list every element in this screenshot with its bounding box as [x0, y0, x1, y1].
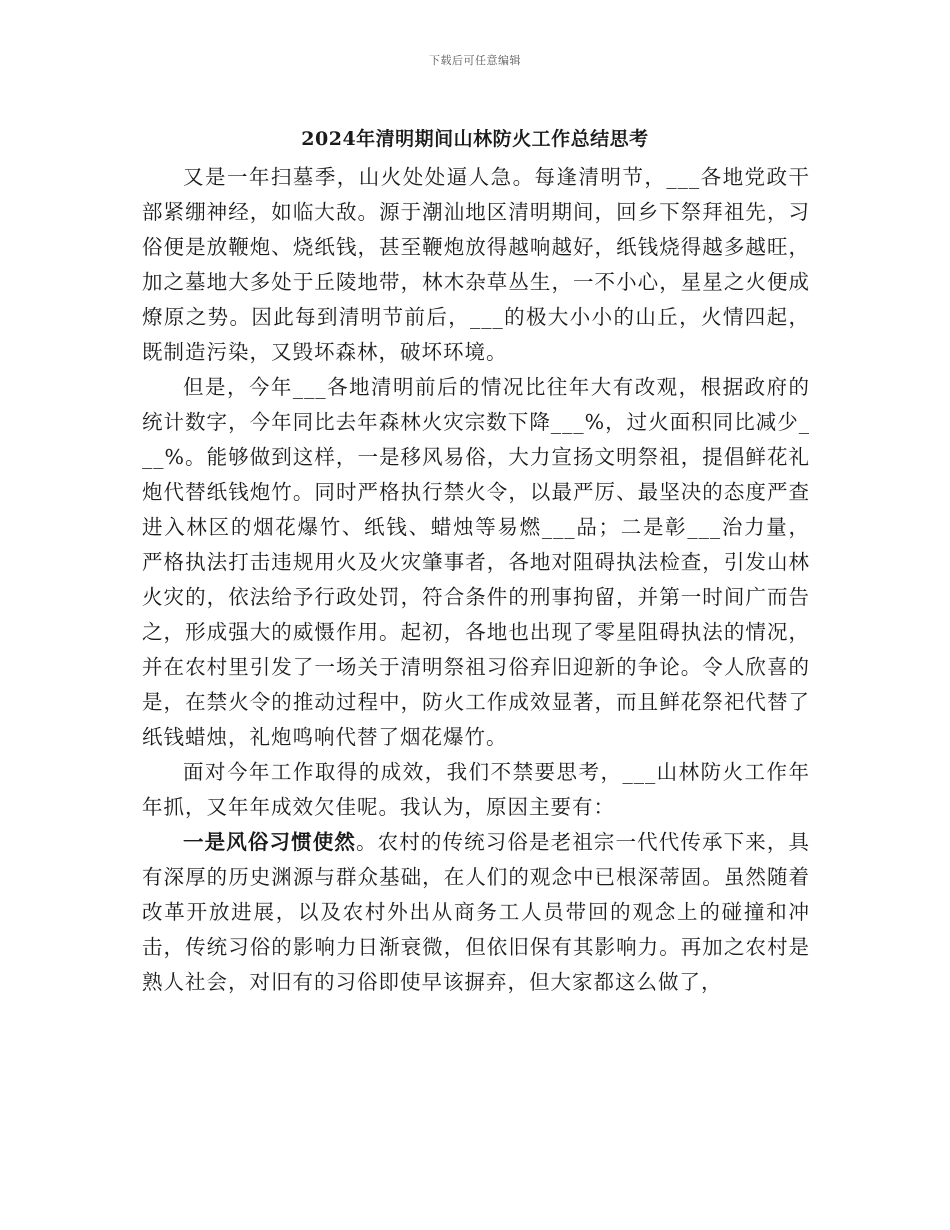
paragraph-text: 面对今年工作取得的成效，我们不禁要思考，___山林防火工作年年抓，又年年成效欠佳呢。我认为，原因主要有： [142, 760, 810, 819]
paragraph-4 [142, 825, 810, 1000]
paragraph-1 [142, 160, 810, 370]
paragraph-lead-bold: 一是风俗习惯使然 [183, 830, 356, 854]
document-title: 2024年清明期间山林防火工作总结思考 [301, 128, 649, 150]
paragraph-text: 但是，今年___各地清明前后的情况比往年大有改观，根据政府的统计数字，今年同比去年森林火灾宗数下降___%，过火面积同比减少___%。能够做到这样，一是移风易俗，大力宣扬文明祭祖，提倡鲜花礼炮代替纸钱炮竹。同时严格执行禁火令，以最严厉、最坚决的态度严查进入林区的烟花爆竹、纸钱、蜡烛等易燃___品；二是彰___治力量，严格执法打击违规用火及火灾肇事者，各地对阻碍执法检查，引发山林火灾的，依法给予行政处罚，符合条件的刑事拘留，并第一时间广而告之，形成强大的威慑作用。起初，各地也出现了零星阻碍执法的情况，并在农村里引发了一场关于清明祭祖习俗弃旧迎新的争论。令人欣喜的是，在禁火令的推动过程中，防火工作成效显著，而且鲜花祭祀代替了纸钱蜡烛，礼炮鸣响代替了烟花爆竹。 [142, 375, 810, 749]
paragraph-text: 又是一年扫墓季，山火处处逼人急。每逢清明节，___各地党政干部紧绷神经，如临大敌。源于潮汕地区清明期间，回乡下祭拜祖先，习俗便是放鞭炮、烧纸钱，甚至鞭炮放得越响越好，纸钱烧得越多越旺，加之墓地大多处于丘陵地带，林木杂草丛生，一不小心，星星之火便成燎原之势。因此每到清明节前后，___的极大小小的山丘，火情四起，既制造污染，又毁坏森林，破坏环境。 [142, 165, 810, 364]
paragraph-3 [142, 755, 810, 825]
page-header-note: 下载后可任意编辑 [429, 54, 521, 67]
paragraph-2 [142, 370, 810, 755]
paragraph-text: 。农村的传统习俗是老祖宗一代代传承下来，具有深厚的历史渊源与群众基础，在人们的观念中已根深蒂固。虽然随着改革开放进展，以及农村外出从商务工人员带回的观念上的碰撞和冲击，传统习俗的影响力日渐衰微，但依旧保有其影响力。再加之农村是熟人社会，对旧有的习俗即使早该摒弃，但大家都这么做了， [142, 830, 810, 994]
document-body [142, 160, 810, 1000]
